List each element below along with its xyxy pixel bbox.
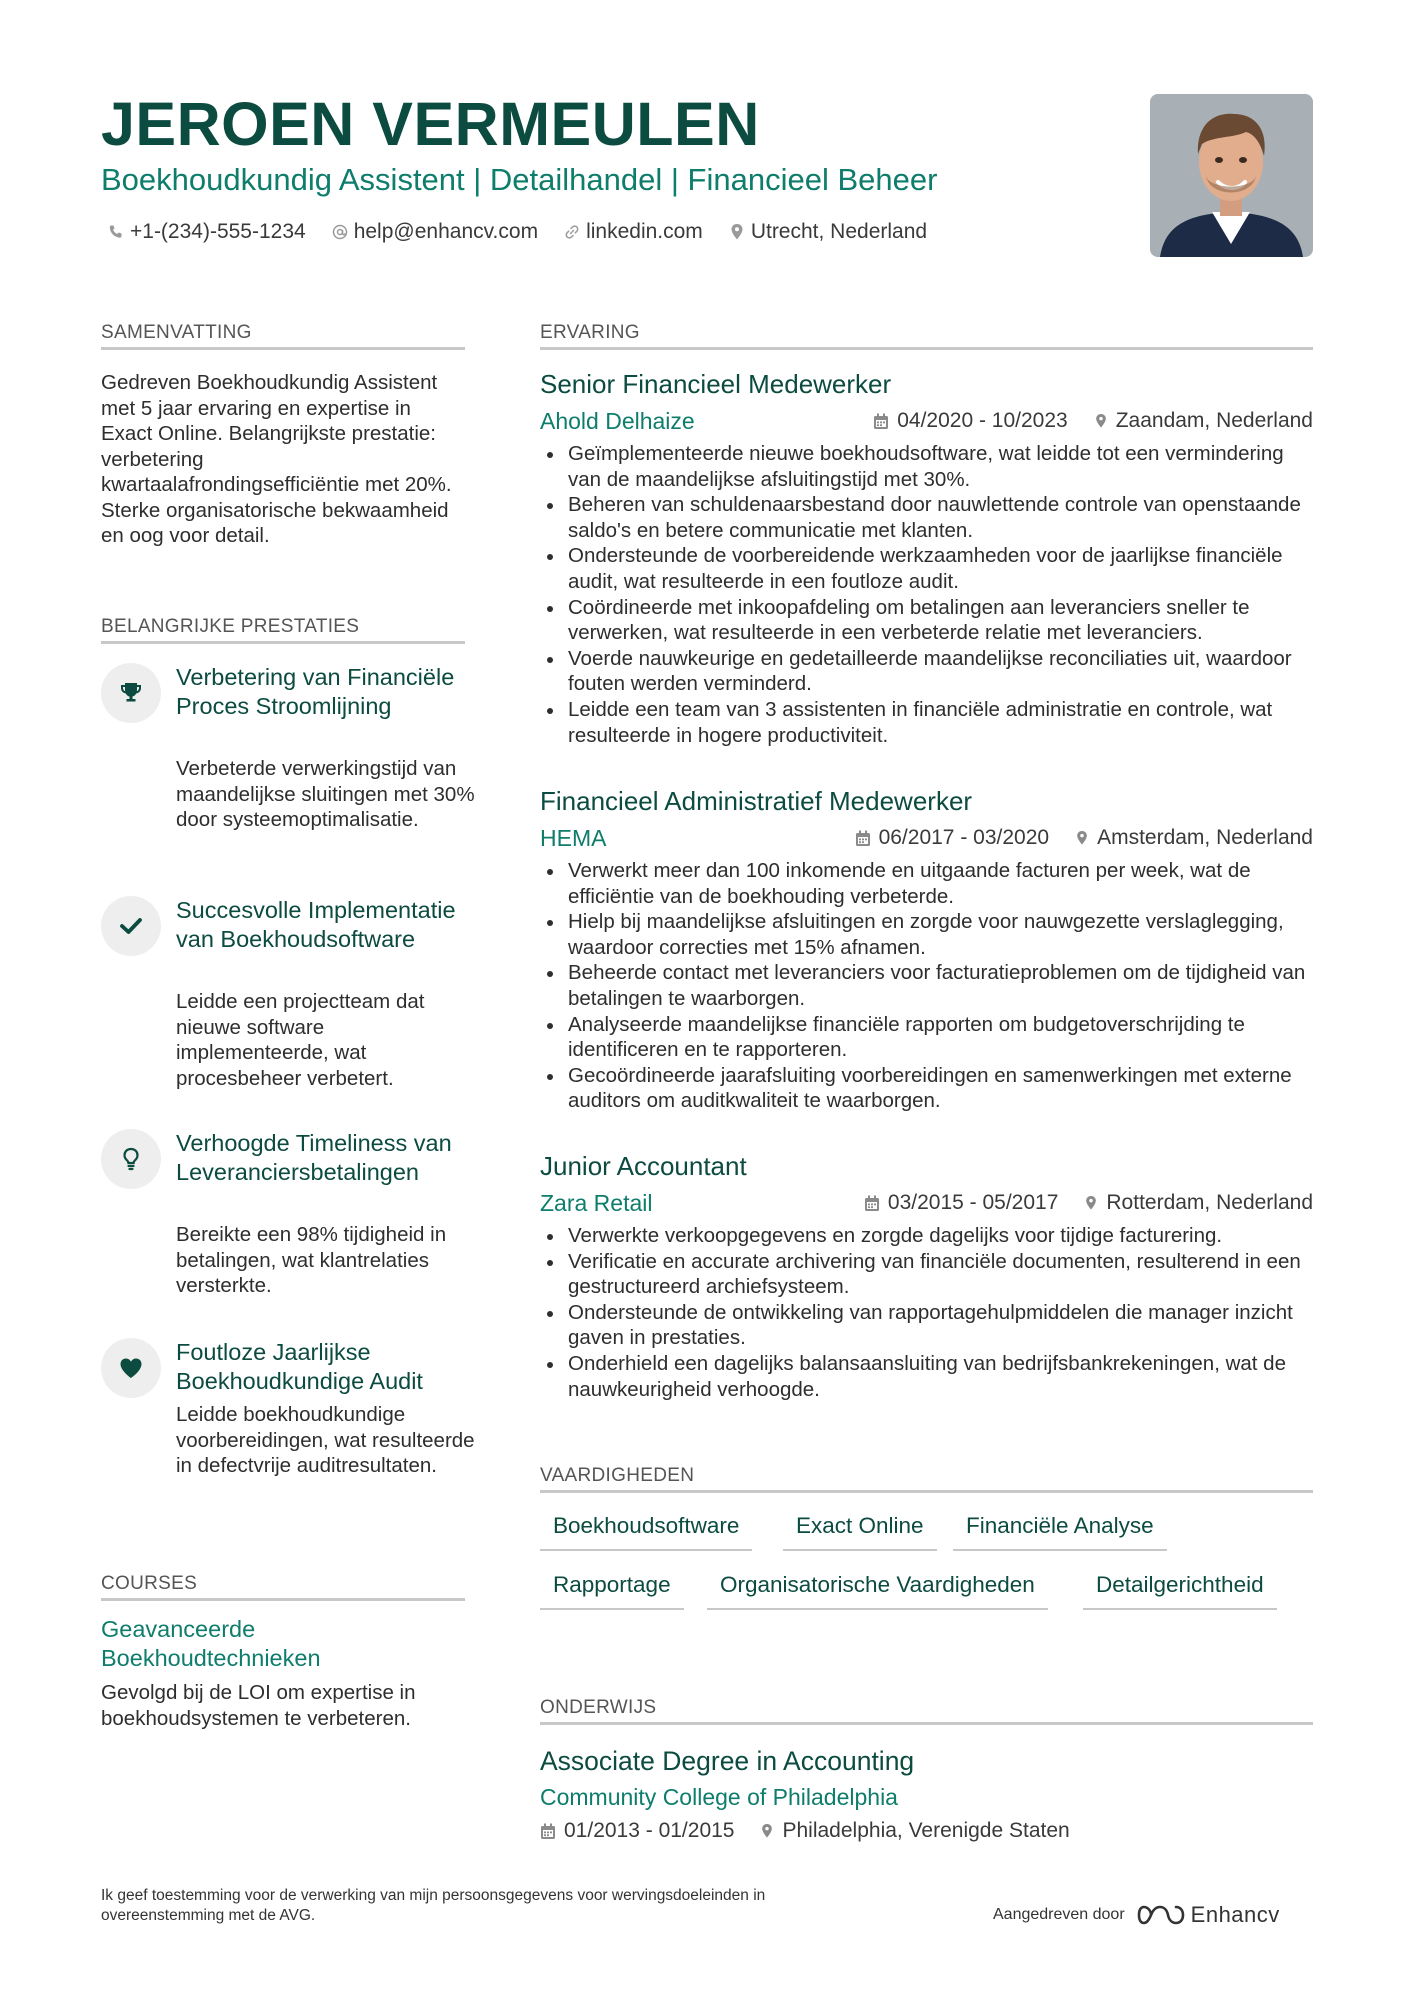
skill-tag: Organisatorische Vaardigheden xyxy=(707,1571,1048,1610)
job-location xyxy=(1094,405,1313,437)
job-bullets xyxy=(540,441,1313,748)
education-degree: Associate Degree in Accounting xyxy=(540,1746,915,1776)
achievement-item xyxy=(101,1338,475,1538)
job-bullet: Voerde nauwkeurige en gedetailleerde maandelijkse reconciliaties uit, waardoor fouten werden verminderd. xyxy=(540,646,1313,697)
contact-bar xyxy=(108,220,953,244)
job-entry xyxy=(540,1149,1313,1402)
job-meta-right xyxy=(855,822,1313,854)
phone-text: +1-(234)-555-1234 xyxy=(130,220,306,243)
summary-rule xyxy=(101,347,465,350)
job-bullet: Gecoördineerde jaarafsluiting voorbereidingen en samenwerkingen met externe auditors om auditkwaliteit te waarborgen. xyxy=(540,1063,1313,1114)
education-entry xyxy=(540,1744,1313,1846)
powered-by-text: Aangedreven door xyxy=(993,1906,1125,1923)
job-meta-right xyxy=(873,405,1313,437)
job-bullet: Ondersteunde de voorbereidende werkzaamheden voor de jaarlijkse financiële audit, wat resulteerde in een foutloze audit. xyxy=(540,543,1313,594)
achievement-badge xyxy=(101,1129,161,1189)
education-location xyxy=(760,1816,1069,1846)
experience-rule xyxy=(540,347,1313,350)
achievements-rule xyxy=(101,641,465,644)
education-school: Community College of Philadelphia xyxy=(540,1784,898,1810)
location-text: Utrecht, Nederland xyxy=(750,220,928,243)
job-dates: 03/2015 - 05/2017 xyxy=(887,1191,1059,1214)
job-role: Financieel Administratief Medewerker xyxy=(540,786,973,816)
achievement-badge xyxy=(101,896,161,956)
achievement-badge xyxy=(101,663,161,723)
achievement-title: Foutloze Jaarlijkse Boekhoudkundige Audit xyxy=(176,1339,423,1394)
job-location xyxy=(1075,822,1313,854)
achievement-item xyxy=(101,663,475,863)
job-bullet: Analyseerde maandelijkse financiële rapporten om budgetoverschrijding te identificeren en te rapporteren. xyxy=(540,1012,1313,1063)
location-pin-icon xyxy=(760,1822,774,1840)
check-icon xyxy=(120,917,142,935)
job-company: Ahold Delhaize xyxy=(540,408,695,434)
job-dates: 04/2020 - 10/2023 xyxy=(897,409,1068,432)
job-meta xyxy=(540,405,1313,439)
skill-tag: Exact Online xyxy=(783,1512,937,1551)
profile-photo xyxy=(1150,94,1313,257)
job-bullet: Geïmplementeerde nieuwe boekhoudsoftware, wat leidde tot een vermindering van de maandelijkse afsluitingstijd met 30%. xyxy=(540,441,1313,492)
job-company: HEMA xyxy=(540,825,607,851)
consent-footer: Ik geef toestemming voor de verwerking van mijn persoonsgegevens voor wervingsdoeleinden in overeenstemming met de AVG. xyxy=(101,1887,766,1924)
job-location xyxy=(1084,1187,1313,1219)
summary-text: Gedreven Boekhoudkundig Assistent met 5 jaar ervaring en expertise in Exact Online. Belangrijkste prestatie: verbetering kwartaalafrondingsefficiëntie met 20%. Sterke organisatorische bekwaamheid en oog voor detail. xyxy=(101,371,452,547)
job-bullet: Verificatie en accurate archivering van financiële documenten, resulterend in een gestructureerd archiefsysteem. xyxy=(540,1249,1313,1300)
job-meta-right xyxy=(864,1187,1313,1219)
contact-phone[interactable] xyxy=(108,220,306,244)
job-bullet: Ondersteunde de ontwikkeling van rapportagehulpmiddelen die manager inzicht gaven in prestaties. xyxy=(540,1300,1313,1351)
achievement-desc: Bereikte een 98% tijdigheid in betalingen, wat klantrelaties versterkte. xyxy=(176,1223,447,1297)
achievement-desc: Leidde boekhoudkundige voorbereidingen, wat resulteerde in defectvrije auditresultaten. xyxy=(176,1403,475,1477)
education-rule xyxy=(540,1722,1313,1725)
job-bullet: Verwerkte verkoopgegevens en zorgde dagelijks voor tijdige facturering. xyxy=(540,1223,1313,1249)
job-entry xyxy=(540,367,1313,748)
job-role: Senior Financieel Medewerker xyxy=(540,369,892,399)
job-bullet: Leidde een team van 3 assistenten in financiële administratie en controle, wat resulteerde in hogere productiviteit. xyxy=(540,697,1313,748)
achievements-heading: BELANGRIJKE PRESTATIES xyxy=(101,616,360,637)
lightbulb-icon xyxy=(122,1147,140,1171)
calendar-icon xyxy=(540,1823,556,1840)
job-meta xyxy=(540,1187,1313,1221)
education-heading: ONDERWIJS xyxy=(540,1697,657,1718)
job-role: Junior Accountant xyxy=(540,1151,747,1181)
job-bullet: Beheren van schuldenaarsbestand door nauwlettende controle van openstaande saldo's en betere communicatie met klanten. xyxy=(540,492,1313,543)
education-meta xyxy=(540,1816,1313,1846)
enhancv-logo-icon xyxy=(1137,1903,1185,1927)
candidate-name: JEROEN VERMEULEN xyxy=(101,90,760,158)
calendar-icon xyxy=(855,830,871,847)
job-location-text: Rotterdam, Nederland xyxy=(1106,1191,1313,1214)
course-desc: Gevolgd bij de LOI om expertise in boekhoudsystemen te verbeteren. xyxy=(101,1681,416,1730)
skill-tag: Rapportage xyxy=(540,1571,684,1610)
job-company: Zara Retail xyxy=(540,1190,653,1216)
job-bullet: Onderhield een dagelijks balansaansluiting van bedrijfsbankrekeningen, wat de nauwkeurigheid verhoogde. xyxy=(540,1351,1313,1402)
job-bullets xyxy=(540,1223,1313,1402)
skill-tag: Boekhoudsoftware xyxy=(540,1512,752,1551)
job-location-text: Amsterdam, Nederland xyxy=(1097,826,1313,849)
job-location-text: Zaandam, Nederland xyxy=(1115,409,1313,432)
job-entry xyxy=(540,784,1313,1114)
achievement-title: Verhoogde Timeliness van Leveranciersbetalingen xyxy=(176,1130,452,1185)
location-pin-icon xyxy=(729,223,745,241)
location-pin-icon xyxy=(1094,412,1108,430)
achievement-desc: Leidde een projectteam dat nieuwe software implementeerde, wat procesbeheer verbetert. xyxy=(176,990,425,1090)
summary-heading: SAMENVATTING xyxy=(101,322,252,343)
job-bullet: Beheerde contact met leveranciers voor facturatieproblemen om de tijdigheid van betalingen te waarborgen. xyxy=(540,960,1313,1011)
achievement-title: Succesvolle Implementatie van Boekhoudsoftware xyxy=(176,897,456,952)
heart-icon xyxy=(119,1357,143,1379)
location-pin-icon xyxy=(1084,1194,1098,1212)
at-icon xyxy=(332,224,348,240)
calendar-icon xyxy=(864,1195,880,1212)
achievement-badge xyxy=(101,1338,161,1398)
skill-tag: Financiële Analyse xyxy=(953,1512,1167,1551)
trophy-icon xyxy=(119,682,143,704)
powered-by[interactable] xyxy=(993,1902,1280,1928)
job-bullet: Hielp bij maandelijkse afsluitingen en zorgde voor nauwgezette verslaglegging, waardoor correcties met 15% afnamen. xyxy=(540,909,1313,960)
achievement-item xyxy=(101,1129,471,1329)
calendar-icon xyxy=(873,413,889,430)
contact-linkedin[interactable] xyxy=(564,220,703,244)
courses-rule xyxy=(101,1598,465,1601)
achievement-item xyxy=(101,896,471,1096)
job-bullet: Coördineerde met inkoopafdeling om betalingen aan leveranciers sneller te verwerken, wat resulteerde in een verbeterde relatie met leveranciers. xyxy=(540,595,1313,646)
education-location-text: Philadelphia, Verenigde Staten xyxy=(782,1819,1070,1842)
experience-heading: ERVARING xyxy=(540,322,640,343)
job-bullets xyxy=(540,858,1313,1114)
contact-email[interactable] xyxy=(332,220,538,244)
location-pin-icon xyxy=(1075,829,1089,847)
email-text: help@enhancv.com xyxy=(353,220,539,243)
achievement-title: Verbetering van Financiële Proces Stroomlijning xyxy=(176,664,455,719)
linkedin-text: linkedin.com xyxy=(586,220,703,243)
achievement-desc: Verbeterde verwerkingstijd van maandelijkse sluitingen met 30% door systeemoptimalisatie. xyxy=(176,757,475,831)
phone-icon xyxy=(108,224,124,240)
headline: Boekhoudkundig Assistent | Detailhandel | Financieel Beheer xyxy=(101,162,938,197)
education-dates: 01/2013 - 01/2015 xyxy=(564,1819,735,1842)
job-meta xyxy=(540,822,1313,856)
brand-name: Enhancv xyxy=(1190,1902,1280,1927)
job-bullet: Verwerkt meer dan 100 inkomende en uitgaande facturen per week, wat de efficiëntie van de boekhouding verbeterde. xyxy=(540,858,1313,909)
skill-tag: Detailgerichtheid xyxy=(1083,1571,1277,1610)
link-icon xyxy=(564,224,580,240)
job-dates: 06/2017 - 03/2020 xyxy=(878,826,1050,849)
contact-location xyxy=(729,220,927,244)
skills-rule xyxy=(540,1490,1313,1493)
skills-heading: VAARDIGHEDEN xyxy=(540,1465,695,1486)
courses-heading: COURSES xyxy=(101,1573,198,1594)
course-title: Geavanceerde Boekhoudtechnieken xyxy=(101,1616,321,1671)
